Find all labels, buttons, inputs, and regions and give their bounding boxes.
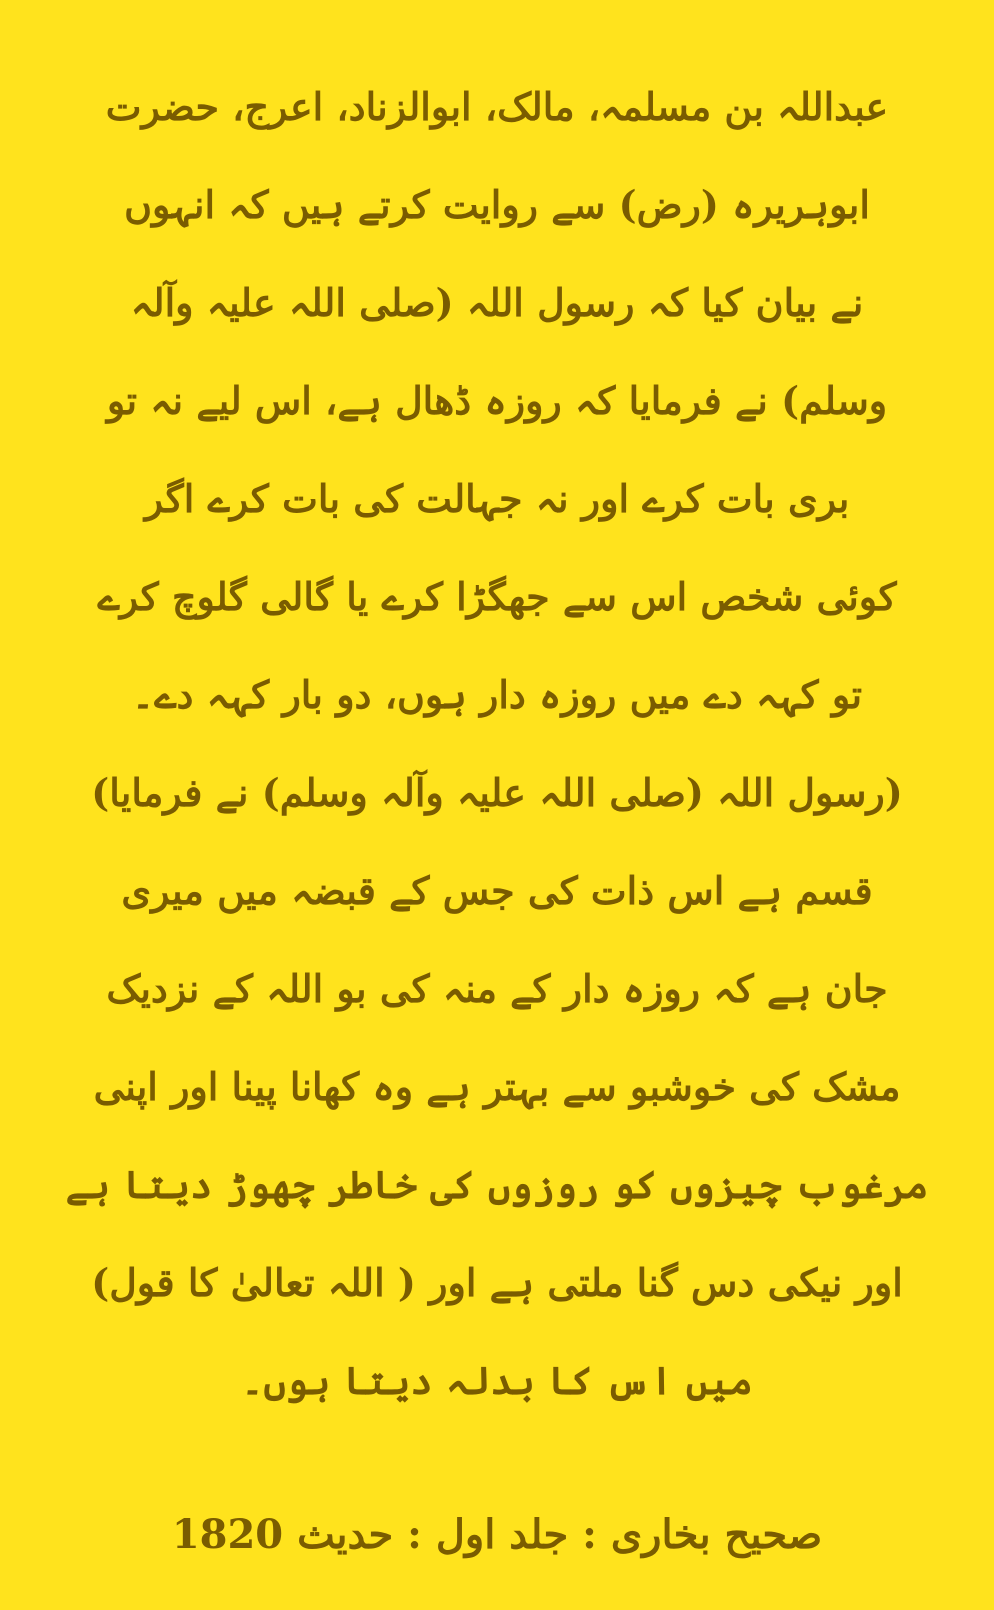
hadith-line: تو کہہ دے میں روزہ دار ہوں، دو بار کہہ دے۔ <box>131 672 863 717</box>
hadith-reference: صحیح بخاری : جلد اول : حدیث 1820 <box>171 1511 823 1558</box>
hadith-line: عبداللہ بن مسلمہ، مالک، ابوالزناد، اعرج، حضرت <box>105 84 889 129</box>
hadith-text <box>28 58 966 1430</box>
hadith-line: بری بات کرے اور نہ جہالت کی بات کرے اگر <box>144 476 850 521</box>
hadith-line: مرغوب چیزوں کو روزوں کی خاطر چھوڑ دیتا ہے <box>65 1162 929 1207</box>
hadith-line: جان ہے کہ روزہ دار کے منہ کی بو اللہ کے نزدیک <box>106 966 888 1011</box>
hadith-line: اور نیکی دس گنا ملتی ہے اور ( اللہ تعالیٰ کا قول) <box>91 1260 903 1305</box>
hadith-line: نے بیان کیا کہ رسول اللہ (صلی اللہ علیہ وآلہ <box>130 280 864 325</box>
hadith-line: میں اس کا بدلہ دیتا ہوں۔ <box>241 1358 753 1403</box>
hadith-line: قسم ہے اس ذات کی جس کے قبضہ میں میری <box>121 868 873 913</box>
hadith-line: (رسول اللہ (صلی اللہ علیہ وآلہ وسلم) نے فرمایا) <box>91 770 903 815</box>
hadith-line: وسلم) نے فرمایا کہ روزہ ڈھال ہے، اس لیے نہ تو <box>106 378 888 423</box>
hadith-line: مشک کی خوشبو سے بہتر ہے وہ کھانا پینا اور اپنی <box>93 1064 901 1109</box>
hadith-line: کوئی شخص اس سے جھگڑا کرے یا گالی گلوچ کرے <box>97 574 897 619</box>
hadith-line: ابوہریرہ (رض) سے روایت کرتے ہیں کہ انہوں <box>124 182 870 227</box>
